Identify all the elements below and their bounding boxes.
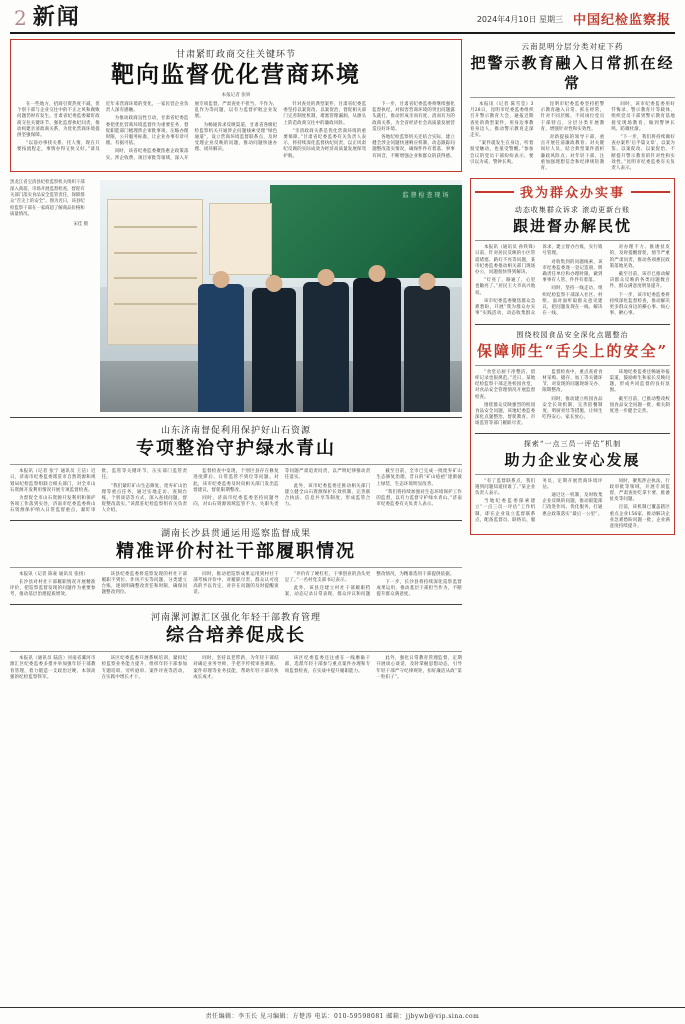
paragraph: “亲清政商关系是优化营商环境的重要保障。”甘肃省纪委监委有关负责人表示，将持续深化监督执纪问责，以正风肃纪反腐的实际成效为经济高质量发展保驾护航。 xyxy=(283,128,367,159)
paragraph: 同时，济南市纪委监委坚持问题导向，对山石资源领域监管不力、失职失责等问题严肃追责问责，以严明纪律推动责任落实。 xyxy=(193,469,371,508)
photo-person xyxy=(353,278,401,412)
paragraph: “以前办事找关系、托人情，现在只要按流程走，事情办得又快又好。”谈及近年来营商环境的变化，一家民营企业负责人深有感触。 xyxy=(17,102,189,153)
paragraph: 下一步，长沙县将持续深化巡察监督成果运用，推动基层干部担当作为，不断提升群众满意度。 xyxy=(376,579,462,598)
photo-scene-label: 监督检查现场 xyxy=(402,192,451,200)
paragraph: 为畅通诉求反映渠道，甘肃省各级纪检监察机关开通涉企问题线索受理“绿色通道”，设立营商环境监督联系点，及时受理企业反映的问题，推动问题快速办理、闭环解决。 xyxy=(194,122,278,153)
service-article-3 xyxy=(475,439,670,531)
paragraph: 该县纪委监委将巡察发现的村社干部履职不到位、作风不实等问题，分类建立台账，逐项明确整改责任和时限，确保问题整改到位。 xyxy=(101,571,188,596)
paragraph: 监督检查中发现，个别区县存在修复进度滞后、日常监管不到位等问题。对此，该市纪委监委及时向相关部门发出监督建议，督促限期整改。 xyxy=(193,469,279,493)
paragraph: 同时，聚焦涉企执法、行政审批等领域，开展专项监督，严肃查处吃拿卡要、推诿扯皮等问题。 xyxy=(609,478,670,503)
paragraph: “我们将持续加强对生态环境保护工作的监督，以有力监督守护绿水青山。”济南市纪委监委有关负责人表示。 xyxy=(376,489,462,508)
paragraph: 长沙县对村社干部履职情况开展精准评价，把巡察监督发现的问题作为重要参考，推动基层治理提质增效。 xyxy=(10,579,96,598)
date-line: 2024年4月10日 星期三 xyxy=(476,15,563,24)
byline: 本报讯（记者 张宁 通讯员 王洁）近日，济南市纪委监委派驻市自然资源和规划局纪检监察组联合相关部门，对全市山石资源开发利用情况开展专项监督检查。 xyxy=(10,469,96,493)
paragraph: “有了监督联系点，我们遇到问题知道找谁了。”某企业负责人表示。 xyxy=(475,478,536,497)
paragraph: “案件就发生在身边，听着很受触动，也很受警醒。”参加会议的党员干部纷纷表示，要引以为戒、警钟长鸣。 xyxy=(470,141,534,165)
paragraph: 此外，该市纪委监委还推动相关部门建立健全山石资源保护长效机制，完善联合执法、信息共享等制度，形成监管合力。 xyxy=(284,483,371,508)
mid-area xyxy=(10,178,675,682)
photo-caption: 黑龙江省宝清县纪检监察机关组织干部深入商超、市场开展监督检查，督促有关部门落实食品安全监管责任，保障群众“舌尖上的安全”。图为近日，该县纪检监察干部在一家商超了解商品价格和质量情况。 xyxy=(10,180,85,218)
paragraph: 同时，该市纪委监委用好忏悔录、警示教育片等载体，组织党员干部到警示教育基地接受现场教育，做到警钟长鸣、防微杜渐。 xyxy=(611,102,675,132)
paper-logo: 中国纪检监察报 xyxy=(572,13,671,28)
paragraph: 对收集到的问题线索，该市纪委监委逐一登记造册，明确责任单位和办理时限，做到事事有人管、件件有着落。 xyxy=(542,259,603,284)
paragraph: 为督促全市山石资源开发利用和保护各项工作落到实处，济南市纪委监委将山石资源保护纳入日常监督重点，紧盯审批、监管等关键环节，压实部门监管责任。 xyxy=(10,469,188,514)
paragraph: 对新提拔的领导干部，重点开展任前廉政教育；对关键岗位人员，结合典型案件剖析廉政风险点；对年轻干部，注重加强理想信念和纪律规矩教育。 xyxy=(540,135,605,172)
photo-credit: 宋佳 摄 xyxy=(73,221,88,227)
article-body xyxy=(475,245,670,319)
mid-left-column xyxy=(10,178,462,682)
paragraph: 同时，坚持以老带新，为年轻干部结对确定业务导师，手把手传授审查调查、案件审理等业务技能，帮助年轻干部尽快成长成才。 xyxy=(193,656,279,680)
paragraph: 当地纪委监委探索建立“一点三员一评估”工作机制，即在企业设立监督联系点，配备监督员、联络员、服务员，定期开展营商环境评估。 xyxy=(475,478,603,523)
article-headline: 助力企业安心发展 xyxy=(504,450,641,469)
article-shandong xyxy=(10,423,462,514)
banner-rule-left xyxy=(475,191,514,193)
paragraph: 同时，推动建立校园食品安全长效机制，完善陪餐制度、明厨亮灶等措施，让师生吃得安心、家长放心。 xyxy=(542,396,603,421)
paragraph: 通过这一机制，及时收集企业反映的问题，推动职能部门改进作风、优化服务，打通惠企政策落实“最后一公里”。 xyxy=(542,493,603,517)
photo-caption-block xyxy=(10,180,88,412)
article-shoulder: 山东济南督促利用保护好山石资源 xyxy=(160,426,311,437)
lead-byline: 本报记者 张妍 xyxy=(221,93,251,98)
top-right-headline: 把警示教育融入日常抓在经常 xyxy=(470,54,675,92)
paragraph: 目前，该机制已覆盖辖区重点企业156家，推动解决企业急难愁盼问题一批，企业满意度持续提升。 xyxy=(609,505,670,530)
article-shoulder: 河南漯河源汇区强化年轻干部教育管理 xyxy=(150,613,321,624)
news-photo xyxy=(100,180,462,412)
top-right-article xyxy=(470,39,675,172)
photo-green-panel xyxy=(270,185,462,278)
paragraph: 监督检查中，重点查看食材采购、储存、加工等关键环节，对发现的问题现场交办、限期整改。 xyxy=(542,369,603,394)
paragraph: 此外，强化日常教育管理监督，定期开展谈心谈话，及时掌握思想动态，引导年轻干部严守纪律规矩，扣好廉洁从政“第一粒扣子”。 xyxy=(376,656,462,680)
masthead xyxy=(10,0,675,34)
article-changsha xyxy=(10,526,462,600)
paragraph: 围绕群众反映强烈的校园食品安全问题，该地纪委监委深化点题整治，督促教育、市场监管等部门履职尽责。 xyxy=(475,402,536,427)
byline: 本报讯（记者 陈豪 通讯员 张扬） xyxy=(19,571,89,577)
paragraph: 同时，该省纪委监委聚焦惠企政策落实、涉企收费、项目审批等领域，深入开展专项监督，严肃查处不担当、不作为、乱作为等问题，以有力监督护航企业发展。 xyxy=(105,102,278,161)
article-shoulder: 围绕校园食品安全深化点题整治 xyxy=(516,330,629,339)
lead-article xyxy=(10,39,462,172)
article-headline: 专项整治守护绿水青山 xyxy=(136,438,336,460)
article-body xyxy=(475,479,670,531)
photo-person xyxy=(303,282,349,412)
section-name: 新闻 xyxy=(32,4,81,30)
paragraph: “灯亮了，路通了，心里也敞亮了。”居民王大爷高兴地说。 xyxy=(475,278,536,296)
banner-rule-right xyxy=(631,191,670,193)
paragraph: 下一步，甘肃省纪委监委将继续强化监督执纪，对损害营商环境的突出问题露头就打，推动形成亲而有度、清而有为的政商关系，为全省经济社会高质量发展营造良好环境。 xyxy=(372,102,455,132)
paragraph: “评价有了硬杠杠，干事创业的劲头更足了。”一名村党支部书记表示。 xyxy=(284,571,371,583)
article-headline: 跟进督办解民忧 xyxy=(512,217,632,236)
paragraph: 本报讯（记者 陈雪莹）3月28日，昆明市纪委监委组织召开警示教育大会，通报近期查处的典型案件，用身边事教育身边人，推动警示教育走深走实。 xyxy=(470,102,534,139)
paragraph: 此外，该县还建立村社干部履职档案，动态记录日常表现、群众评议和问题整改情况，为精准选用干部提供依据。 xyxy=(284,571,455,598)
article-headline: 精准评价村社干部履职情况 xyxy=(116,540,356,562)
paragraph: 该市纪委监委聚焦群众急难愁盼，开展“我为群众办实事”实践活动，动态收集群众诉求，建立督办台账，实行销号管理。 xyxy=(475,245,603,317)
paragraph: 对办理不力、推诿扯皮的，及时提醒督促，情节严重的严肃问责，推动各项惠民政策落地见效。 xyxy=(609,245,670,269)
article-body xyxy=(10,572,462,600)
lead-headline: 靶向监督优化营商环境 xyxy=(111,61,361,88)
paragraph: 在一些地方，招商引资热度不减，但个别干部与企业交往中的不正之风和腐败问题仍时有发生。甘肃省纪委监委紧盯政商交往关键环节，强化监督执纪问责，推动构建亲清政商关系，为优化营商环境提供坚强保障。 xyxy=(17,102,100,139)
paragraph: 该地纪委监委还畅通举报渠道，鼓励师生和家长反映问题，形成共同监督的良好氛围。 xyxy=(609,369,670,394)
article-luohe xyxy=(10,610,462,682)
paragraph: 截至目前，该市已推动解决群众反映的各类问题数百件，群众满意度明显提升。 xyxy=(609,272,670,290)
photo-person xyxy=(252,288,296,412)
lead-shoulder: 甘肃紧盯政商交往关键环节 xyxy=(175,50,296,60)
top-right-body xyxy=(470,102,675,172)
top-area xyxy=(10,39,675,172)
paragraph: “下一步，我们将持续做好查办案件‘后半篇文章’，以案为鉴、以案促改、以案促治，不断提升警示教育的针对性和实效性。”昆明市纪委监委有关负责人表示。 xyxy=(611,135,675,172)
article-shoulder: 湖南长沙县贯通运用巡察监督成果 xyxy=(160,528,311,539)
paragraph: “我们紧盯矿山生态修复、废弃矿山治理等重点任务，通过实地走访、查阅台账、个别谈话等方式，深入查找问题，督促整改落实。”该派驻纪检监察组有关负责人介绍。 xyxy=(101,483,188,514)
paragraph: 截至目前，全市已完成一批废弃矿山生态修复治理，昔日的“矿山疮疤”逐渐披上绿装，生态环境明显改善。 xyxy=(376,469,462,487)
article-headline: 综合培养促成长 xyxy=(166,625,306,647)
byline: 本报讯（通讯员 孙铁锋）日前，针对居民反映的小区管道堵塞、路灯不亮等问题，某市纪委监委推动相关部门现场办公，问题很快得到解决。 xyxy=(475,245,536,276)
page-number: 2 xyxy=(14,6,27,30)
photo-person xyxy=(404,286,450,412)
banner-text: 我为群众办实事 xyxy=(520,186,626,202)
service-article-2 xyxy=(475,330,670,428)
byline: 本报讯（通讯员 陆洁）河南省漯河市源汇区纪委监委多措并举加强年轻干部教育管理，着力锻造一支政治过硬、本领高强的纪检监察铁军。 xyxy=(10,656,96,680)
paragraph: 该区纪委监委还注重在一线磨砺干部，选派年轻干部参与重点案件办理和专项监督检查，在实战中提升履职能力。 xyxy=(284,656,371,674)
paragraph: 针对查处的典型案件，甘肃省纪委监委坚持以案促改、以案促治，督促相关部门完善制度机制，堵塞管理漏洞，从源头上防范政商交往中的廉政风险。 xyxy=(283,102,367,126)
lead-body xyxy=(17,102,455,162)
photo-shelf xyxy=(107,199,203,345)
service-article-1 xyxy=(475,205,670,319)
photo-person xyxy=(198,284,244,412)
paragraph: 同时，坚持一线走访，组织纪检监察干部深入社区、村组，面对面听取群众意见建议，把问题发现在一线、解决在一线。 xyxy=(542,286,603,317)
paragraph: 同时，推动把巡察成果运用到村社干部考核评价中，对履职尽责、群众认可度高的予以肯定，对存在问题的及时提醒谈话。 xyxy=(193,571,279,596)
photo-poster xyxy=(209,203,273,275)
paragraph: “食堂后厨干净整洁，留样记录也很规范。”近日，某地纪检监察干部走进校园食堂，对食品安全管理情况开展监督检查。 xyxy=(475,369,536,400)
paragraph: 为推动政商良性互动，甘肃省纪委监委把优化营商环境监督作为重要任务，督促职能部门梳理涉企审批事项，压缩办理时限，公开服务标准，让企业办事有章可循、有据可依。 xyxy=(105,116,189,147)
article-headline: 保障师生“舌尖上的安全” xyxy=(476,341,669,360)
paragraph: 下一步，该市纪委监委将持续深化监督检查，推动解决更多群众身边的操心事、烦心事、揪心事。 xyxy=(609,292,670,317)
article-shoulder: 探索“一点三员一评估”机制 xyxy=(523,439,622,448)
paragraph: 各地纪检监察机关还结合实际，建立健全涉企问题快速响应机制，动态跟踪问题整改落实情况，确保件件有着落、事事有回音，不断增强企业和群众的获得感。 xyxy=(372,135,455,159)
service-banner xyxy=(475,182,670,201)
paragraph: 昆明市纪委监委坚持把警示教育融入日常、抓在经常，针对不同层级、不同岗位党员干部特点，分层分类开展教育，增强针对性和实效性。 xyxy=(540,102,605,132)
paragraph: 截至目前，已推动整改校园食品安全问题一批，相关制度进一步健全完善。 xyxy=(609,396,670,415)
top-right-shoulder: 云南昆明分层分类对症下药 xyxy=(521,42,624,51)
paragraph: 该区纪委监委开展系统培训，紧扣纪检监察业务能力提升，组织年轻干部参加专题培训、旁听庭审、案件评查等活动，在实践中增长才干。 xyxy=(101,656,188,680)
service-column xyxy=(470,178,675,682)
article-body xyxy=(10,469,462,514)
page-footer: 责任编辑：李玉长 见习编辑：方楚涛 电话：010-59598081 邮箱：jjbywb@vip.sina.com xyxy=(0,1007,685,1024)
article-body xyxy=(10,656,462,682)
article-shoulder: 动态收集群众诉求 滚动更新台账 xyxy=(514,206,631,215)
article-body xyxy=(475,370,670,428)
